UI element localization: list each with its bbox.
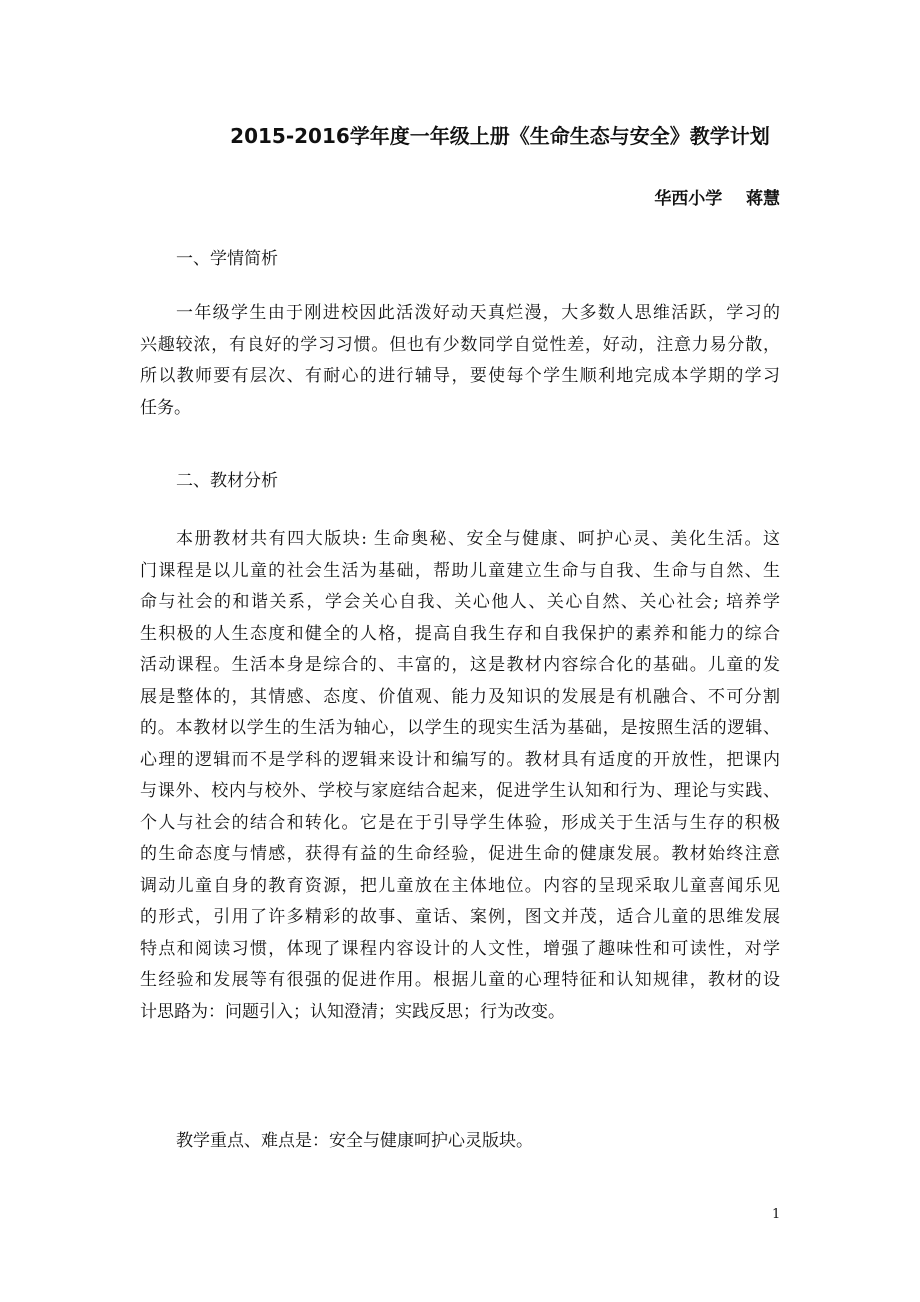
paragraph-line: 展是整体的，其情感、态度、价值观、能力及知识的发展是有机融合、不可分割 (140, 686, 780, 707)
paragraph-line: 的。本教材以学生的生活为轴心，以学生的现实生活为基础，是按照生活的逻辑、 (140, 718, 780, 738)
paragraph-materials (140, 524, 780, 1028)
paragraph-line: 与课外、校内与校外、学校与家庭结合起来，促进学生认知和行为、理论与实践、 (140, 781, 780, 801)
page-number: 1 (772, 1207, 781, 1222)
paragraph-line: 的形式，引用了许多精彩的故事、童话、案例，图文并茂，适合儿童的思维发展 (140, 907, 780, 927)
paragraph-line: 门课程是以儿童的社会生活为基础，帮助儿童建立生命与自我、生命与自然、生 (140, 560, 780, 581)
paragraph-line: 调动儿童自身的教育资源，把儿童放在主体地位。内容的呈现采取儿童喜闻乐见 (140, 875, 780, 896)
paragraph-line: 一年级学生由于刚进校因此活泼好动天真烂漫，大多数人思维活跃，学习的 (176, 303, 780, 323)
paragraph-situation (140, 298, 780, 424)
paragraph-line: 兴趣较浓，有良好的学习习惯。但也有少数同学自觉性差，好动，注意力易分散， (140, 334, 780, 355)
paragraph-line: 个人与社会的结合和转化。它是在于引导学生体验，形成关于生活与生存的积极 (140, 812, 780, 833)
key-points-line: 教学重点、难点是：安全与健康呵护心灵版块。 (176, 1131, 533, 1151)
paragraph-line: 本册教材共有四大版块: 生命奥秘、安全与健康、呵护心灵、美化生活。这 (176, 529, 780, 549)
paragraph-line: 生经验和发展等有很强的促进作用。根据儿童的心理特征和认知规律，教材的设 (140, 970, 780, 990)
section-heading-situation: 一、学情简析 (176, 249, 278, 269)
document-title: 2015-2016学年度一年级上册《生命生态与安全》教学计划 (230, 124, 770, 148)
paragraph-line: 的生命态度与情感，获得有益的生命经验，促进生命的健康发展。教材始终注意 (140, 844, 780, 864)
paragraph-line: 命与社会的和谐关系，学会关心自我、关心他人、关心自然、关心社会; 培养学 (140, 592, 780, 612)
paragraph-line: 计思路为：问题引入；认知澄清；实践反思；行为改变。 (140, 1001, 565, 1022)
author-line: 华西小学 蒋慧 (654, 189, 780, 209)
paragraph-line: 活动课程。生活本身是综合的、丰富的，这是教材内容综合化的基础。儿童的发 (140, 655, 780, 675)
paragraph-line: 特点和阅读习惯，体现了课程内容设计的人文性，增强了趣味性和可读性，对学 (140, 938, 780, 959)
section-heading-materials: 二、教材分析 (176, 471, 278, 491)
paragraph-line: 心理的逻辑而不是学科的逻辑来设计和编写的。教材具有适度的开放性，把课内 (140, 749, 780, 770)
paragraph-line: 生积极的人生态度和健全的人格，提高自我生存和自我保护的素养和能力的综合 (140, 623, 780, 644)
paragraph-line: 所以教师要有层次、有耐心的进行辅导，要使每个学生顺利地完成本学期的学习 (140, 366, 780, 386)
paragraph-line: 任务。 (140, 397, 191, 418)
